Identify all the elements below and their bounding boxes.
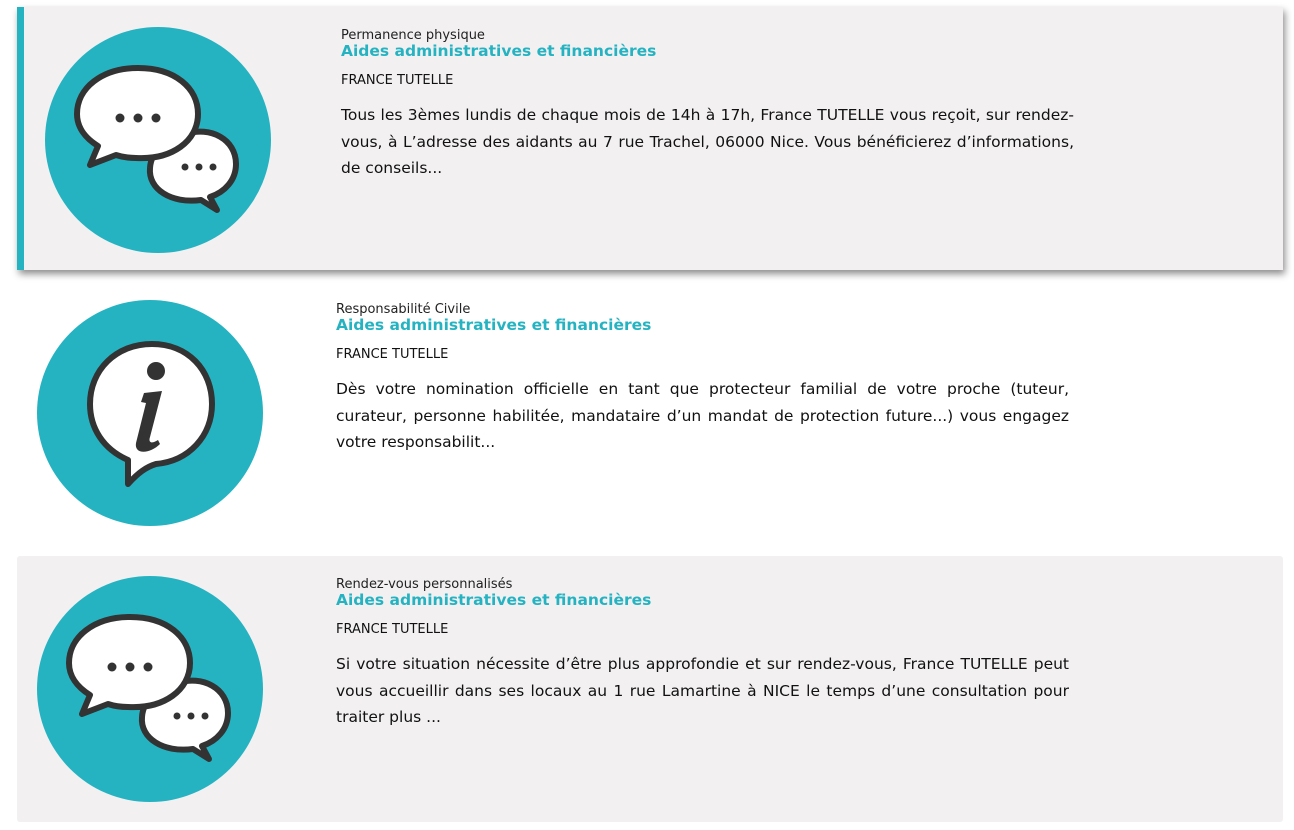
info-bubble-icon	[36, 299, 264, 527]
card-text	[336, 577, 1069, 731]
card-description: Dès votre nomination officielle en tant que protecteur familial de votre proche (tuteur, curateur, personne habilitée, mandataire d’un mandat de protection future...) vous engagez votre responsabilit...	[336, 380, 1069, 451]
service-card-permanence[interactable]	[17, 7, 1283, 270]
card-organization: FRANCE TUTELLE	[336, 347, 449, 362]
card-category-link[interactable]: Aides administratives et financières	[336, 316, 652, 334]
card-description: Si votre situation nécessite d’être plus approfondie et sur rendez-vous, France TUTELLE peut vous accueillir dans ses locaux au 1 rue Lamartine à NICE le temps d’une consultation pour traiter plus ...	[336, 655, 1069, 726]
card-organization: FRANCE TUTELLE	[336, 622, 449, 637]
card-kicker: Rendez-vous personnalisés	[336, 577, 513, 592]
card-kicker: Permanence physique	[341, 28, 485, 43]
service-card-rendez-vous[interactable]	[17, 556, 1283, 822]
card-description: Tous les 3èmes lundis de chaque mois de 14h à 17h, France TUTELLE vous reçoit, sur rendez-vous, à L’adresse des aidants au 7 rue Trachel, 06000 Nice. Vous bénéficierez d’informations, de conseils...	[341, 106, 1074, 177]
card-category-link[interactable]: Aides administratives et financières	[341, 42, 657, 60]
card-organization: FRANCE TUTELLE	[341, 73, 454, 88]
card-category-link[interactable]: Aides administratives et financières	[336, 591, 652, 609]
service-card-responsabilite[interactable]	[17, 284, 1283, 542]
card-text	[336, 302, 1069, 456]
card-text	[341, 28, 1074, 182]
speech-bubbles-icon	[44, 26, 272, 254]
speech-bubbles-icon	[36, 575, 264, 803]
card-kicker: Responsabilité Civile	[336, 302, 471, 317]
